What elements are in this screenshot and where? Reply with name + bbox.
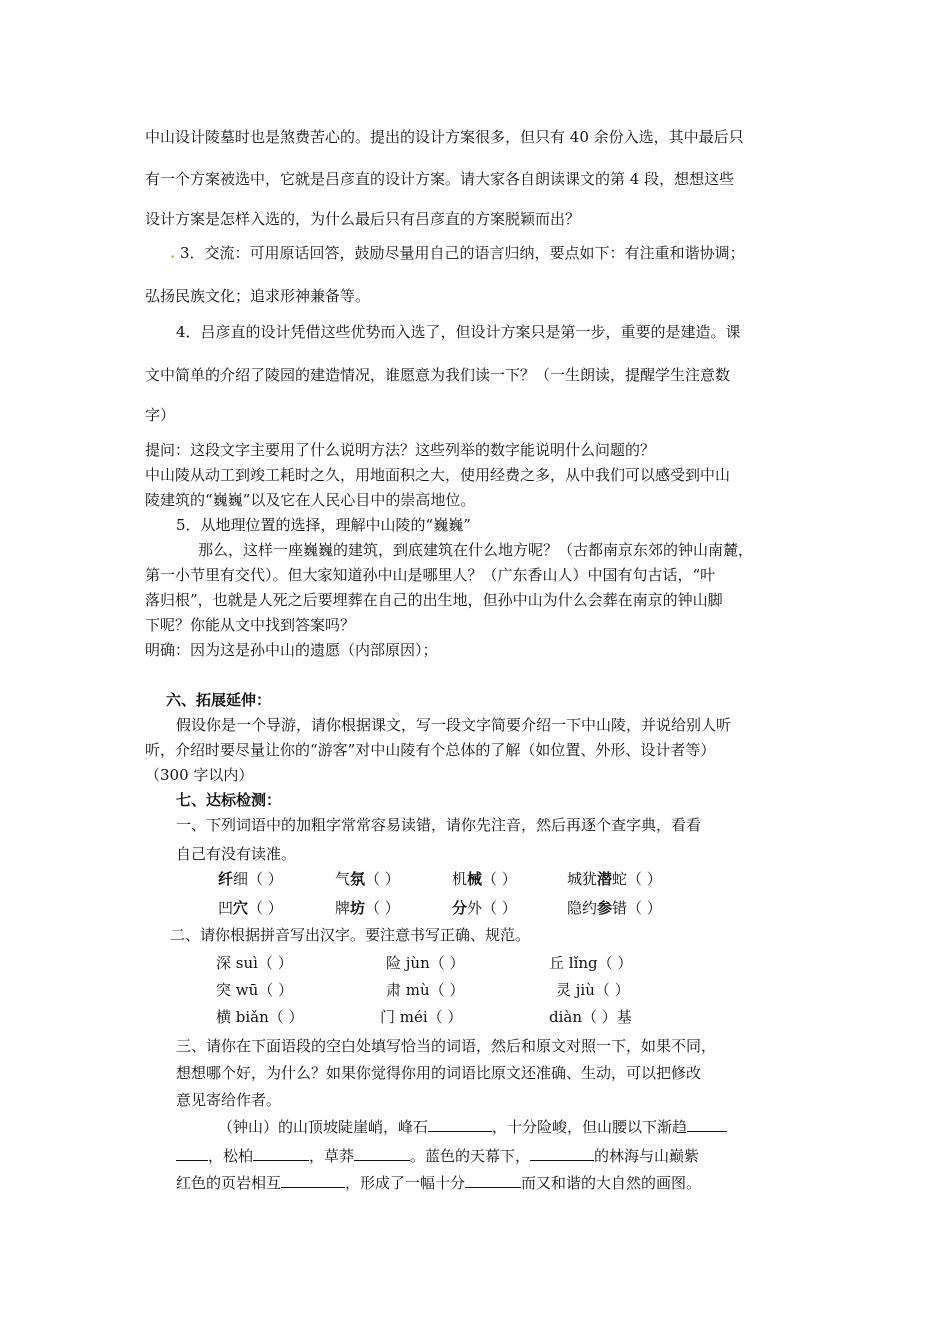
highlight-mark: . (170, 244, 176, 262)
text-span: ，松柏 (208, 1147, 254, 1165)
bold-char: 氛 (350, 870, 366, 888)
vocab-item (567, 898, 662, 918)
vocab-rest: （ ） (365, 870, 400, 888)
vocab-rest: 细（ ） (233, 870, 283, 888)
vocab-item (218, 869, 283, 889)
vocab-item (452, 869, 517, 889)
vocab-rest: 蛇（ ） (612, 870, 662, 888)
text-line: 有一个方案被选中，它就是吕彦直的设计方案。请大家各自朗读课文的第 4 段，想想这些 (145, 170, 735, 188)
vocab-pre: 气 (335, 870, 351, 888)
answer-blank[interactable] (253, 1146, 309, 1161)
vocab-item (335, 869, 400, 889)
text-line (170, 243, 745, 263)
bold-char: 潜 (597, 870, 613, 888)
vocab-item (567, 869, 662, 889)
vocab-pre: 凹 (218, 899, 234, 917)
vocab-item (218, 898, 283, 918)
text-span: 而又和谐的大自然的画图。 (521, 1174, 702, 1192)
pinyin-item: 险 jùn（ ） (386, 954, 465, 972)
text-line: 意见寄给作者。 (176, 1091, 282, 1109)
section-heading: 七、达标检测： (176, 791, 282, 809)
text-line: 中山设计陵墓时也是煞费苦心的。提出的设计方案很多，但只有 40 余份入选，其中最后只 (145, 128, 744, 146)
text-line: 第一小节里有交代）。但大家知道孙中山是哪里人？（广东香山人）中国有句古话，“叶 (145, 566, 716, 584)
pinyin-item: 突 wū（ ） (216, 981, 294, 999)
vocab-pre: 城犹 (567, 870, 598, 888)
bold-char: 参 (597, 899, 613, 917)
text-span: ，形成了一幅十分 (345, 1174, 466, 1192)
pinyin-item: 深 suì（ ） (216, 954, 293, 972)
answer-blank[interactable] (687, 1117, 727, 1132)
text-line: 字） (145, 406, 176, 424)
text-line: 二、请你根据拼音写出汉字。要注意书写正确、规范。 (170, 926, 531, 944)
text-line: 中山陵从动工到竣工耗时之久，用地面积之大，使用经费之多，从中我们可以感受到中山 (145, 466, 731, 484)
text-line: 文中简单的介绍了陵园的建造情况，谁愿意为我们读一下？（一生朗读，提醒学生注意数 (145, 366, 731, 384)
text-span: 红色的页岩相互 (176, 1174, 282, 1192)
bold-char: 纤 (218, 870, 234, 888)
fill-line (176, 1146, 699, 1166)
text-line: 那么，这样一座巍巍的建筑，到底建筑在什么地方呢？（古都南京东郊的钟山南麓， (198, 541, 754, 559)
text-span: （钟山）的山顶坡陡崖峭，峰石 (218, 1118, 429, 1136)
vocab-item (335, 898, 400, 918)
text-line: 设计方案是怎样入选的，为什么最后只有吕彦直的方案脱颖而出？ (145, 210, 581, 228)
text-line: 想想哪个好，为什么？如果你觉得你用的词语比原文还准确、生动，可以把修改 (176, 1064, 702, 1082)
bold-char: 分 (452, 899, 468, 917)
vocab-rest: 错（ ） (612, 899, 662, 917)
pinyin-item: diàn（ ）基 (549, 1008, 632, 1026)
answer-blank[interactable] (465, 1173, 521, 1188)
vocab-pre: 机 (452, 870, 468, 888)
text-span: ，草莽 (309, 1147, 355, 1165)
text-line: 听，介绍时要尽量让你的“游客”对中山陵有个总体的了解（如位置、外形、设计者等） (145, 741, 716, 759)
text-span: 3．交流：可用原话回答，鼓励尽量用自己的语言归纳，要点如下：有注重和谐协调； (180, 244, 745, 262)
fill-line (218, 1117, 727, 1137)
text-line: 落归根”，也就是人死之后要埋葬在自己的出生地，但孙中山为什么会葬在南京的钟山脚 (145, 591, 723, 609)
bold-char: 械 (467, 870, 483, 888)
text-line: 陵建筑的“巍巍”以及它在人民心目中的崇高地位。 (145, 491, 476, 509)
answer-blank[interactable] (176, 1146, 208, 1161)
text-span: ，十分险峻，但山腰以下渐趋 (492, 1118, 688, 1136)
vocab-rest: （ ） (482, 870, 517, 888)
text-line: （300 字以内） (145, 766, 254, 784)
answer-blank[interactable] (281, 1173, 345, 1188)
text-line: 5．从地理位置的选择，理解中山陵的“巍巍” (176, 516, 471, 534)
text-line: 一、下列词语中的加粗字常常容易读错，请你先注音，然后再逐个查字典，看看 (176, 816, 702, 834)
text-line: 提问：这段文字主要用了什么说明方法？这些列举的数字能说明什么问题的？ (145, 441, 656, 459)
text-line: 弘扬民族文化；追求形神兼备等。 (145, 287, 371, 305)
pinyin-item: 灵 jiù（ ） (556, 981, 630, 999)
pinyin-item: 肃 mù（ ） (386, 981, 465, 999)
section-heading: 六、拓展延伸： (166, 691, 272, 709)
vocab-pre: 牌 (335, 899, 351, 917)
pinyin-item: 门 méi（ ） (380, 1008, 463, 1026)
text-line: 下呢？你能从文中找到答案吗？ (145, 616, 356, 634)
text-span: 。蓝色的天幕下， (410, 1147, 531, 1165)
vocab-rest: 外（ ） (467, 899, 517, 917)
text-line: 三、请你在下面语段的空白处填写恰当的词语，然后和原文对照一下，如果不同， (176, 1037, 717, 1055)
vocab-rest: （ ） (365, 899, 400, 917)
answer-blank[interactable] (530, 1146, 594, 1161)
vocab-rest: （ ） (248, 899, 283, 917)
text-line: 4．吕彦直的设计凭借这些优势而入选了，但设计方案只是第一步，重要的是建造。课 (176, 323, 741, 341)
vocab-item (452, 898, 517, 918)
text-span: 的林海与山巅紫 (594, 1147, 700, 1165)
bold-char: 穴 (233, 899, 249, 917)
text-line: 假设你是一个导游，请你根据课文，写一段文字简要介绍一下中山陵，并说给别人听 (176, 716, 732, 734)
answer-blank[interactable] (428, 1117, 492, 1132)
pinyin-item: 横 biǎn（ ） (216, 1008, 304, 1026)
text-line: 自己有没有读准。 (176, 845, 297, 863)
vocab-pre: 隐约 (567, 899, 598, 917)
bold-char: 坊 (350, 899, 366, 917)
answer-blank[interactable] (354, 1146, 410, 1161)
fill-line (176, 1173, 701, 1193)
pinyin-item: 丘 lǐng（ ） (549, 954, 633, 972)
text-line: 明确：因为这是孙中山的遗愿（内部原因）； (145, 641, 438, 659)
